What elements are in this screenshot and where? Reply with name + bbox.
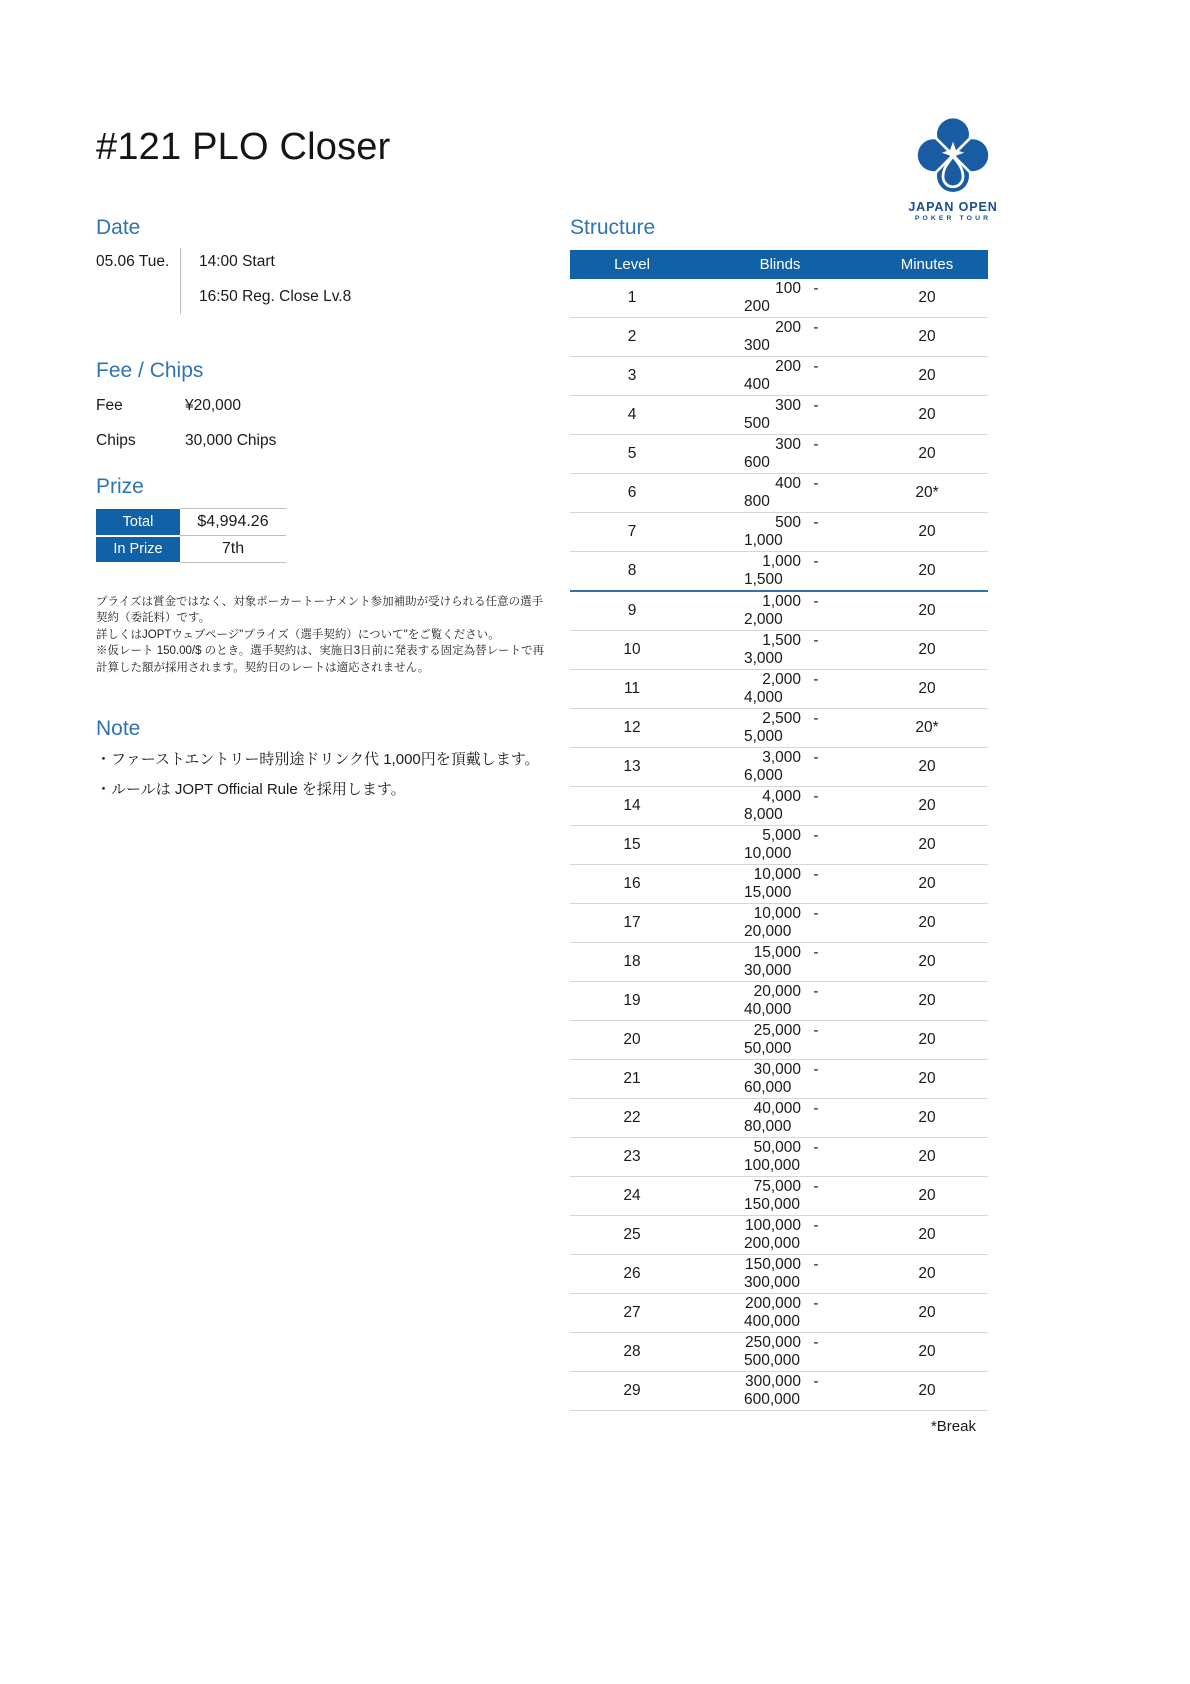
minutes-cell: 20: [866, 1099, 988, 1138]
structure-row: [570, 982, 988, 1021]
small-blind: 4,000: [762, 788, 801, 805]
blinds-cell: [694, 748, 866, 787]
blinds-dash: -: [813, 1334, 819, 1351]
small-blind: 200: [775, 319, 801, 336]
blinds-dash: -: [813, 710, 819, 727]
prize-total-label: Total: [96, 509, 180, 536]
blinds-cell: [694, 591, 866, 631]
big-blind: 200: [744, 298, 770, 315]
level-cell: 2: [570, 318, 694, 357]
small-blind: 15,000: [753, 944, 801, 961]
small-blind: 10,000: [753, 866, 801, 883]
minutes-cell: 20: [866, 904, 988, 943]
blinds-dash: -: [813, 749, 819, 766]
minutes-cell: 20: [866, 1216, 988, 1255]
blinds-cell: [694, 357, 866, 396]
structure-heading: Structure: [570, 216, 656, 239]
prize-inprize-row: [96, 536, 286, 563]
blinds-dash: -: [813, 944, 819, 961]
minutes-cell: 20: [866, 1333, 988, 1372]
big-blind: 500: [744, 415, 770, 432]
minutes-cell: 20: [866, 670, 988, 709]
date-value: 05.06 Tue.: [96, 253, 170, 270]
blinds-cell: [694, 1177, 866, 1216]
blinds-cell: [694, 1060, 866, 1099]
structure-row: [570, 591, 988, 631]
chips-row: [96, 430, 564, 452]
structure-row: [570, 1333, 988, 1372]
structure-row: [570, 1372, 988, 1411]
level-cell: 11: [570, 670, 694, 709]
minutes-cell: 20: [866, 1138, 988, 1177]
blinds-dash: -: [813, 475, 819, 492]
blinds-dash: -: [813, 1100, 819, 1117]
blinds-dash: -: [813, 514, 819, 531]
big-blind: 3,000: [744, 650, 783, 667]
blinds-cell: [694, 513, 866, 552]
structure-row: [570, 552, 988, 592]
big-blind: 60,000: [744, 1079, 792, 1096]
date-divider: [180, 248, 181, 314]
level-cell: 29: [570, 1372, 694, 1411]
chips-value: 30,000 Chips: [185, 432, 277, 449]
minutes-cell: 20: [866, 1021, 988, 1060]
level-cell: 25: [570, 1216, 694, 1255]
structure-row: [570, 1060, 988, 1099]
big-blind: 8,000: [744, 806, 783, 823]
fee-chips-heading: Fee / Chips: [96, 359, 204, 382]
level-cell: 7: [570, 513, 694, 552]
minutes-cell: 20: [866, 631, 988, 670]
structure-row: [570, 904, 988, 943]
small-blind: 3,000: [762, 749, 801, 766]
level-cell: 19: [570, 982, 694, 1021]
fee-chips-section: [96, 358, 564, 452]
structure-table: [570, 250, 988, 1411]
big-blind: 10,000: [744, 845, 792, 862]
level-cell: 13: [570, 748, 694, 787]
level-cell: 18: [570, 943, 694, 982]
minutes-cell: 20: [866, 318, 988, 357]
level-cell: 22: [570, 1099, 694, 1138]
small-blind: 50,000: [753, 1139, 801, 1156]
level-cell: 8: [570, 552, 694, 592]
blinds-dash: -: [813, 671, 819, 688]
minutes-cell: 20: [866, 865, 988, 904]
structure-row: [570, 1255, 988, 1294]
level-cell: 20: [570, 1021, 694, 1060]
level-cell: 12: [570, 709, 694, 748]
big-blind: 300: [744, 337, 770, 354]
blinds-dash: -: [813, 358, 819, 375]
small-blind: 300: [775, 436, 801, 453]
big-blind: 4,000: [744, 689, 783, 706]
note-item-rule: ・ルールは JOPT Official Rule を採用します。: [96, 781, 406, 798]
jopt-logo: [901, 114, 1005, 222]
date-section: [96, 215, 564, 314]
blinds-dash: -: [813, 827, 819, 844]
small-blind: 2,000: [762, 671, 801, 688]
small-blind: 150,000: [744, 1256, 801, 1273]
level-cell: 15: [570, 826, 694, 865]
small-blind: 200,000: [744, 1295, 801, 1312]
blinds-cell: [694, 1333, 866, 1372]
col-header-blinds: Blinds: [694, 250, 866, 279]
big-blind: 600: [744, 454, 770, 471]
blinds-dash: -: [813, 1256, 819, 1273]
small-blind: 250,000: [744, 1334, 801, 1351]
break-footnote: *Break: [930, 1418, 976, 1435]
minutes-cell: 20: [866, 591, 988, 631]
blinds-dash: -: [813, 866, 819, 883]
minutes-cell: 20: [866, 552, 988, 592]
minutes-cell: 20: [866, 513, 988, 552]
small-blind: 300: [775, 397, 801, 414]
blinds-cell: [694, 318, 866, 357]
minutes-cell: 20: [866, 1255, 988, 1294]
blinds-cell: [694, 1294, 866, 1333]
reg-close-time: 16:50 Reg. Close Lv.8: [199, 288, 352, 305]
prize-total-row: [96, 509, 286, 536]
blinds-cell: [694, 279, 866, 318]
structure-table-body: [570, 279, 988, 1411]
fee-label: Fee: [96, 397, 123, 414]
level-cell: 14: [570, 787, 694, 826]
big-blind: 800: [744, 493, 770, 510]
small-blind: 30,000: [753, 1061, 801, 1078]
structure-row: [570, 943, 988, 982]
minutes-cell: 20: [866, 357, 988, 396]
structure-row: [570, 474, 988, 513]
prize-fine-print: [96, 594, 548, 677]
prize-section: [96, 474, 564, 564]
prize-total-value: $4,994.26: [180, 509, 286, 536]
structure-row: [570, 318, 988, 357]
structure-row: [570, 631, 988, 670]
structure-row: [570, 1021, 988, 1060]
blinds-dash: -: [813, 1022, 819, 1039]
blinds-dash: -: [813, 1178, 819, 1195]
big-blind: 100,000: [744, 1157, 801, 1174]
big-blind: 500,000: [744, 1352, 801, 1369]
structure-row: [570, 357, 988, 396]
structure-row: [570, 1099, 988, 1138]
level-cell: 21: [570, 1060, 694, 1099]
structure-row: [570, 396, 988, 435]
big-blind: 30,000: [744, 962, 792, 979]
minutes-cell: 20*: [866, 709, 988, 748]
small-blind: 1,500: [762, 632, 801, 649]
blinds-cell: [694, 435, 866, 474]
small-blind: 500: [775, 514, 801, 531]
small-blind: 1,000: [762, 593, 801, 610]
blinds-dash: -: [813, 553, 819, 570]
blinds-cell: [694, 1372, 866, 1411]
small-blind: 5,000: [762, 827, 801, 844]
blinds-dash: -: [813, 1373, 819, 1390]
big-blind: 1,500: [744, 571, 783, 588]
blinds-dash: -: [813, 1061, 819, 1078]
prize-inprize-label: In Prize: [96, 536, 180, 563]
structure-row: [570, 826, 988, 865]
col-header-level: Level: [570, 250, 694, 279]
level-cell: 10: [570, 631, 694, 670]
structure-row: [570, 1294, 988, 1333]
blinds-cell: [694, 1021, 866, 1060]
blinds-dash: -: [813, 319, 819, 336]
minutes-cell: 20: [866, 943, 988, 982]
blinds-cell: [694, 1138, 866, 1177]
big-blind: 15,000: [744, 884, 792, 901]
structure-row: [570, 513, 988, 552]
big-blind: 6,000: [744, 767, 783, 784]
minutes-cell: 20: [866, 982, 988, 1021]
structure-row: [570, 279, 988, 318]
level-cell: 6: [570, 474, 694, 513]
fee-value: ¥20,000: [185, 397, 242, 414]
structure-row: [570, 748, 988, 787]
date-times: [199, 248, 351, 314]
jopt-clover-icon: [913, 114, 993, 198]
logo-text-poker-tour: POKER TOUR: [914, 215, 992, 222]
blinds-cell: [694, 982, 866, 1021]
minutes-cell: 20: [866, 1177, 988, 1216]
blinds-cell: [694, 1099, 866, 1138]
big-blind: 50,000: [744, 1040, 792, 1057]
small-blind: 1,000: [762, 553, 801, 570]
minutes-cell: 20: [866, 435, 988, 474]
level-cell: 26: [570, 1255, 694, 1294]
small-blind: 40,000: [753, 1100, 801, 1117]
fine-print-line-2: 詳しくはJOPTウェブページ"プライズ（選手契約）について"をご覧ください。: [96, 628, 500, 641]
level-cell: 16: [570, 865, 694, 904]
blinds-dash: -: [813, 593, 819, 610]
blinds-dash: -: [813, 788, 819, 805]
big-blind: 400: [744, 376, 770, 393]
minutes-cell: 20: [866, 279, 988, 318]
blinds-cell: [694, 787, 866, 826]
small-blind: 100: [775, 280, 801, 297]
structure-section: [570, 215, 988, 1435]
structure-row: [570, 1138, 988, 1177]
blinds-cell: [694, 552, 866, 592]
minutes-cell: 20: [866, 1372, 988, 1411]
structure-row: [570, 787, 988, 826]
big-blind: 600,000: [744, 1391, 801, 1408]
big-blind: 150,000: [744, 1196, 801, 1213]
date-heading: Date: [96, 216, 141, 239]
blinds-cell: [694, 396, 866, 435]
structure-row: [570, 435, 988, 474]
blinds-cell: [694, 670, 866, 709]
blinds-cell: [694, 631, 866, 670]
minutes-cell: 20: [866, 396, 988, 435]
big-blind: 40,000: [744, 1001, 792, 1018]
level-cell: 3: [570, 357, 694, 396]
small-blind: 25,000: [753, 1022, 801, 1039]
note-section: [96, 716, 564, 802]
page-title: #121 PLO Closer: [96, 126, 391, 168]
small-blind: 200: [775, 358, 801, 375]
prize-heading: Prize: [96, 475, 144, 498]
structure-header-row: [570, 250, 988, 279]
big-blind: 400,000: [744, 1313, 801, 1330]
level-cell: 5: [570, 435, 694, 474]
minutes-cell: 20: [866, 748, 988, 787]
blinds-cell: [694, 865, 866, 904]
chips-label: Chips: [96, 432, 136, 449]
structure-row: [570, 670, 988, 709]
small-blind: 75,000: [753, 1178, 801, 1195]
big-blind: 20,000: [744, 923, 792, 940]
blinds-cell: [694, 904, 866, 943]
small-blind: 10,000: [753, 905, 801, 922]
small-blind: 400: [775, 475, 801, 492]
blinds-dash: -: [813, 983, 819, 1000]
small-blind: 2,500: [762, 710, 801, 727]
blinds-cell: [694, 943, 866, 982]
structure-row: [570, 1216, 988, 1255]
logo-text-japan-open: JAPAN OPEN: [908, 200, 998, 214]
level-cell: 1: [570, 279, 694, 318]
structure-row: [570, 865, 988, 904]
blinds-dash: -: [813, 632, 819, 649]
blinds-dash: -: [813, 905, 819, 922]
small-blind: 20,000: [753, 983, 801, 1000]
structure-row: [570, 1177, 988, 1216]
big-blind: 5,000: [744, 728, 783, 745]
minutes-cell: 20: [866, 1060, 988, 1099]
level-cell: 27: [570, 1294, 694, 1333]
blinds-cell: [694, 1255, 866, 1294]
blinds-dash: -: [813, 436, 819, 453]
small-blind: 100,000: [744, 1217, 801, 1234]
level-cell: 28: [570, 1333, 694, 1372]
fee-row: [96, 395, 564, 417]
fine-print-line-1: プライズは賞金ではなく、対象ポーカートーナメント参加補助が受けられる任意の選手契約（委託料）です。: [96, 595, 544, 624]
level-cell: 4: [570, 396, 694, 435]
blinds-cell: [694, 709, 866, 748]
big-blind: 200,000: [744, 1235, 801, 1252]
minutes-cell: 20: [866, 787, 988, 826]
big-blind: 1,000: [744, 532, 783, 549]
start-time: 14:00 Start: [199, 253, 275, 270]
small-blind: 300,000: [744, 1373, 801, 1390]
blinds-dash: -: [813, 1295, 819, 1312]
blinds-cell: [694, 1216, 866, 1255]
level-cell: 24: [570, 1177, 694, 1216]
blinds-dash: -: [813, 280, 819, 297]
note-item-drink: ・ファーストエントリー時別途ドリンク代 1,000円を頂戴します。: [96, 751, 540, 768]
blinds-cell: [694, 474, 866, 513]
blinds-dash: -: [813, 397, 819, 414]
minutes-cell: 20: [866, 826, 988, 865]
minutes-cell: 20: [866, 1294, 988, 1333]
note-heading: Note: [96, 717, 141, 740]
prize-table: [96, 508, 286, 564]
blinds-dash: -: [813, 1139, 819, 1156]
level-cell: 9: [570, 591, 694, 631]
minutes-cell: 20*: [866, 474, 988, 513]
big-blind: 80,000: [744, 1118, 792, 1135]
info-column: [96, 215, 564, 802]
big-blind: 300,000: [744, 1274, 801, 1291]
blinds-dash: -: [813, 1217, 819, 1234]
fine-print-line-3: ※仮レート 150.00/$ のとき。選手契約は、実施日3日前に発表する固定為替レートで再計算した額が採用されます。契約日のレートは適応されません。: [96, 645, 545, 674]
structure-row: [570, 709, 988, 748]
col-header-minutes: Minutes: [866, 250, 988, 279]
level-cell: 23: [570, 1138, 694, 1177]
big-blind: 2,000: [744, 611, 783, 628]
prize-inprize-value: 7th: [180, 536, 286, 563]
blinds-cell: [694, 826, 866, 865]
level-cell: 17: [570, 904, 694, 943]
date-row: [96, 248, 564, 314]
